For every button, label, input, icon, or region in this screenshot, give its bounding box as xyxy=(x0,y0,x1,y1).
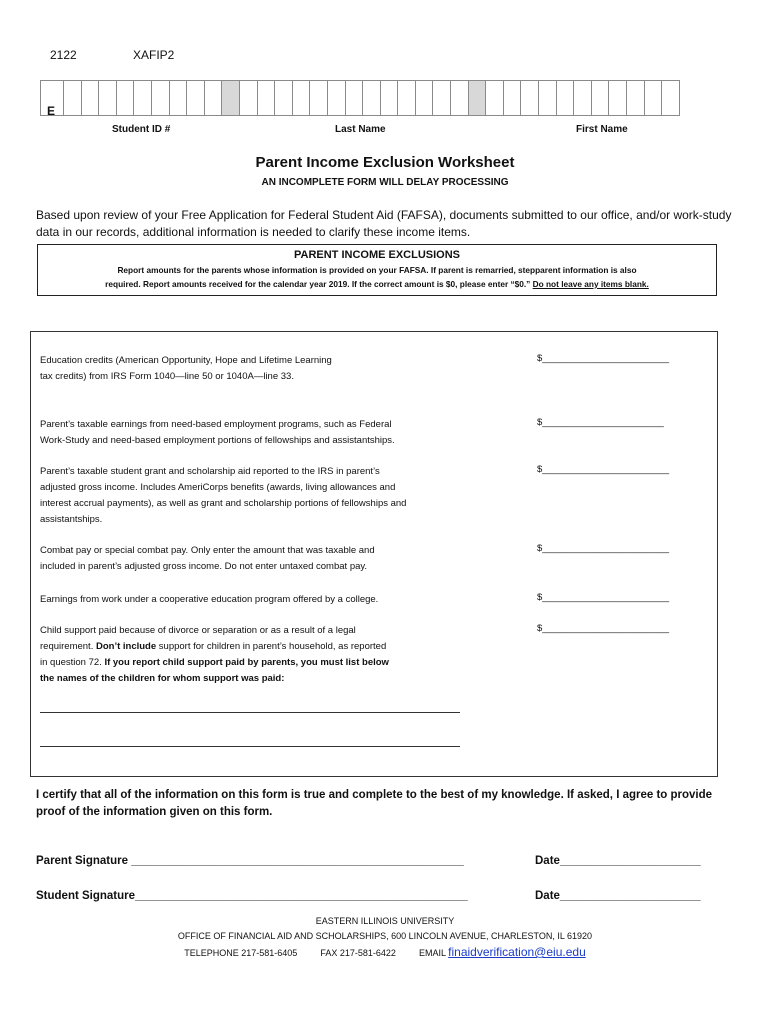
form-code: 2122 xyxy=(50,48,77,62)
grid-cell[interactable] xyxy=(591,80,610,116)
item-line: tax credits) from IRS Form 1040—line 50 or 1040A—line 33. xyxy=(40,371,294,382)
exclusions-instructions xyxy=(38,263,716,291)
grid-cell[interactable] xyxy=(169,80,188,116)
student-signature-field[interactable]: Student Signature____________________________________________________ xyxy=(36,890,468,902)
exclusions-heading: PARENT INCOME EXCLUSIONS xyxy=(293,249,461,261)
grid-cell[interactable] xyxy=(274,80,293,116)
item-line: Work-Study and need-based employment portions of fellowships and assistantships. xyxy=(40,435,395,446)
grid-cell[interactable] xyxy=(98,80,117,116)
item-line xyxy=(40,671,490,687)
separator-cell xyxy=(468,80,487,116)
grid-cell[interactable] xyxy=(626,80,645,116)
student-date-field[interactable]: Date______________________ xyxy=(535,890,701,902)
grid-cell[interactable] xyxy=(503,80,522,116)
grid-cell[interactable] xyxy=(186,80,205,116)
grid-cell[interactable] xyxy=(327,80,346,116)
exclusions-instructions-box xyxy=(37,244,717,296)
item-line: Parent’s taxable earnings from need-based employment programs, such as Federal xyxy=(40,419,392,430)
exclusions-line-2 xyxy=(38,277,716,291)
item-text-bold: the names of the children for whom support was paid: xyxy=(40,673,285,684)
exclusions-line-2-text: required. Report amounts received for the calendar year 2019. If the correct amount is $0, please enter “$0.” xyxy=(105,279,533,289)
certification-statement: I certify that all of the information on this form is true and complete to the best of my knowledge. If asked, I agree to provide proof of the information given on this form. xyxy=(36,789,713,818)
child-names-line-2[interactable] xyxy=(40,746,460,747)
education-credits-amount-field[interactable]: $________________________ xyxy=(537,353,670,364)
item-line xyxy=(40,639,490,655)
first-name-label: First Name xyxy=(576,124,628,135)
page-subtitle: AN INCOMPLETE FORM WILL DELAY PROCESSING xyxy=(261,177,509,188)
grid-cell[interactable] xyxy=(362,80,381,116)
grid-cell[interactable] xyxy=(608,80,627,116)
grid-cell[interactable] xyxy=(309,80,328,116)
item-line: Combat pay or special combat pay. Only enter the amount that was taxable and xyxy=(40,545,375,556)
parent-date-field[interactable]: Date______________________ xyxy=(535,855,701,867)
grid-cell[interactable] xyxy=(573,80,592,116)
grid-cell[interactable] xyxy=(520,80,539,116)
item-need-based-earnings xyxy=(40,417,490,449)
grid-cell[interactable] xyxy=(415,80,434,116)
footer-org: EASTERN ILLINOIS UNIVERSITY xyxy=(315,916,455,926)
item-line: Education credits (American Opportunity, Hope and Lifetime Learning xyxy=(40,355,332,366)
student-id-prefix: E xyxy=(47,104,56,118)
last-name-label: Last Name xyxy=(335,124,386,135)
footer-telephone: TELEPHONE 217-581-6405 xyxy=(184,948,298,958)
item-text-bold: Don’t include xyxy=(95,641,157,652)
need-based-earnings-amount-field[interactable]: $_______________________ xyxy=(537,417,664,428)
grid-cell[interactable] xyxy=(239,80,258,116)
grid-cell[interactable] xyxy=(556,80,575,116)
item-education-credits xyxy=(40,353,490,385)
intro-paragraph: Based upon review of your Free Application for Federal Student Aid (FAFSA), documents submitted to our office, and/or work-study data in our records, additional information is needed to clarify these income items. xyxy=(36,208,732,239)
grant-scholarship-amount-field[interactable]: $________________________ xyxy=(537,464,670,475)
grid-cell[interactable] xyxy=(151,80,170,116)
footer-contact xyxy=(0,945,770,959)
grid-cell[interactable] xyxy=(644,80,663,116)
combat-pay-amount-field[interactable]: $________________________ xyxy=(537,543,670,554)
item-text-run: requirement. xyxy=(40,641,96,652)
grid-cell[interactable] xyxy=(432,80,451,116)
item-line xyxy=(40,655,490,671)
item-child-support xyxy=(40,623,490,687)
grid-cell[interactable] xyxy=(81,80,100,116)
page-title: Parent Income Exclusion Worksheet xyxy=(255,154,515,171)
cooperative-education-amount-field[interactable]: $________________________ xyxy=(537,592,670,603)
grid-cell[interactable] xyxy=(345,80,364,116)
grid-cell[interactable] xyxy=(450,80,469,116)
item-text-run: in question 72. xyxy=(40,657,105,668)
student-id-label: Student ID # xyxy=(112,124,171,135)
item-combat-pay xyxy=(40,543,490,575)
footer-email-label: EMAIL xyxy=(418,948,446,958)
parent-signature-field[interactable]: Parent Signature ____________________________________________________ xyxy=(36,855,464,867)
grid-cell[interactable] xyxy=(257,80,276,116)
item-text-run: support for children in parent’s household, as reported xyxy=(156,641,387,652)
grid-cell[interactable] xyxy=(661,80,680,116)
grid-cell[interactable] xyxy=(380,80,399,116)
form-version-code: XAFIP2 xyxy=(133,48,175,62)
item-cooperative-education xyxy=(40,592,490,608)
grid-cell[interactable] xyxy=(292,80,311,116)
grid-cell[interactable] xyxy=(63,80,82,116)
grid-cell[interactable] xyxy=(485,80,504,116)
student-id-name-grid[interactable] xyxy=(40,80,680,116)
child-support-amount-field[interactable]: $________________________ xyxy=(537,623,670,634)
grid-cell[interactable] xyxy=(397,80,416,116)
item-line: assistantships. xyxy=(40,514,103,525)
grid-cell[interactable] xyxy=(204,80,223,116)
footer-fax: FAX 217-581-6422 xyxy=(320,948,396,958)
footer-email-link[interactable]: finaidverification@eiu.edu xyxy=(448,945,586,959)
grid-cell[interactable] xyxy=(116,80,135,116)
child-names-line-1[interactable] xyxy=(40,712,460,713)
grid-cell[interactable] xyxy=(133,80,152,116)
item-line: included in parent’s adjusted gross income. Do not enter untaxed combat pay. xyxy=(40,561,368,572)
item-line: Parent’s taxable student grant and scholarship aid reported to the IRS in parent’s xyxy=(40,466,380,477)
footer-address: OFFICE OF FINANCIAL AID AND SCHOLARSHIPS, 600 LINCOLN AVENUE, CHARLESTON, IL 61920 xyxy=(177,931,593,941)
exclusions-no-blank-note: Do not leave any items blank. xyxy=(532,279,649,289)
exclusions-line-1: Report amounts for the parents whose information is provided on your FAFSA. If parent is remarried, stepparent information is also xyxy=(117,265,637,275)
separator-cell xyxy=(221,80,240,116)
item-line: interest accrual payments), as well as grant and scholarship portions of fellowships and xyxy=(40,498,407,509)
item-grant-scholarship-aid xyxy=(40,464,490,528)
item-line: Earnings from work under a cooperative education program offered by a college. xyxy=(40,594,379,605)
item-line: Child support paid because of divorce or separation or as a result of a legal xyxy=(40,625,356,636)
item-text-bold: If you report child support paid by parents, you must list below xyxy=(104,657,389,668)
grid-cell[interactable] xyxy=(538,80,557,116)
item-line: adjusted gross income. Includes AmeriCorps benefits (awards, living allowances and xyxy=(40,482,396,493)
